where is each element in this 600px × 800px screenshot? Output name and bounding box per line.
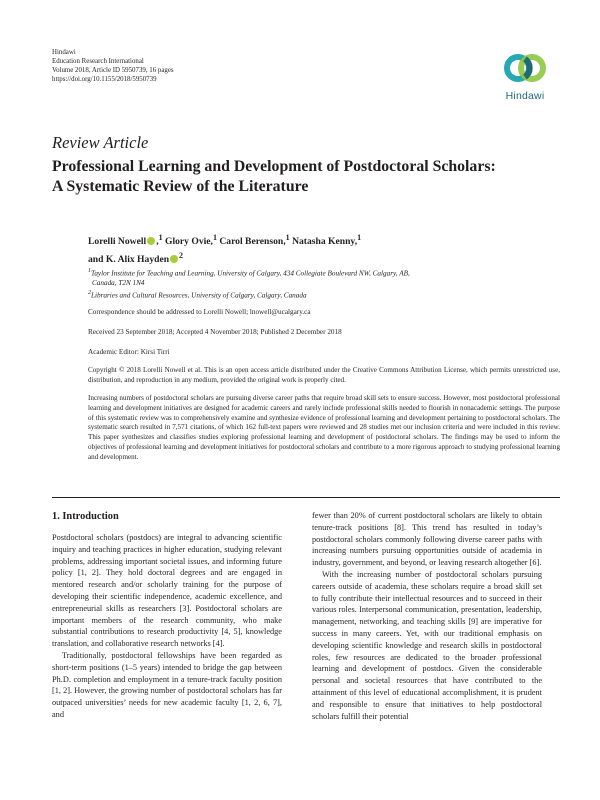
academic-editor: Academic Editor: Kirsi Tirri bbox=[88, 348, 170, 356]
affiliations bbox=[88, 266, 558, 301]
journal-header bbox=[52, 48, 272, 84]
publisher-name: Hindawi bbox=[52, 49, 76, 56]
author-name[interactable]: Lorelli Nowell bbox=[88, 236, 147, 248]
publication-dates: Received 23 September 2018; Accepted 4 November 2018; Published 2 December 2018 bbox=[88, 328, 342, 336]
author-line-2 bbox=[88, 249, 558, 267]
title-line-2: A Systematic Review of the Literature bbox=[52, 178, 309, 195]
body-paragraph: Postdoctoral scholars (postdocs) are integral to advancing scientific inquiry and teaching practices in higher education, studying relevant problems, addressing important societal issues, and informing future policy [1, 2]. They hold doctoral degrees and are engaged in mentored research and/or scholarly training for the purpose of developing their scientific independence, academic excellence, and entrepreneurial skills as researchers [3]. Postdoctoral scholars are important members of the research community, who make substantial contributions to research productivity [4, 5], knowledge translation, and collaborative research networks [4]. bbox=[52, 533, 282, 649]
affiliation-2 bbox=[88, 288, 558, 300]
divider bbox=[52, 497, 560, 498]
title-line-1: Professional Learning and Development of Postdoctoral Scholars: bbox=[52, 158, 496, 175]
orcid-icon[interactable] bbox=[170, 255, 178, 263]
section-heading: 1. Introduction bbox=[52, 511, 119, 522]
volume-info: Volume 2018, Article ID 5950739, 16 pages bbox=[52, 67, 174, 74]
correspondence: Correspondence should be addressed to Lorelli Nowell; lnowell@ucalgary.ca bbox=[88, 308, 311, 316]
doi-link[interactable]: https://doi.org/10.1155/2018/5950739 bbox=[52, 76, 157, 83]
affiliation-1 bbox=[88, 266, 558, 278]
affiliation-sup: 1 bbox=[88, 268, 91, 274]
body-paragraph: With the increasing number of postdoctoral scholars pursuing careers outside of academia, these scholars require a broad skill set to fully contribute their intellectual resources and to succeed in their various roles. Interpersonal communication, presentation, leadership, management, networking, and teaching skills [9] are imperative for success in many careers. Yet, with our traditional emphasis on developing scientific knowledge and research skills in postdoctoral roles, few resources are dedicated to the broader professional learning and development of postdocs. Given the considerable personal and societal resources that have contributed to the attainment of this level of educational accomplishment, it is prudent and responsible to ensure that initiatives to help postdoctoral scholars fulfill their potential bbox=[312, 569, 542, 721]
body-paragraph: Traditionally, postdoctoral fellowships have been regarded as short-term positions (1–5 years) intended to bridge the gap between Ph.D. completion and employment in a tenure-track faculty position [1, 2]. However, the growing number of postdoctoral scholars has far outpaced universities’ needs for new academic faculty [1, 2, 6, 7], and bbox=[52, 650, 282, 719]
affiliation-sup: 2 bbox=[88, 290, 91, 297]
copyright-notice: Copyright © 2018 Lorelli Nowell et al. This is an open access article distributed under the Creative Commons Attribution License, which permits unrestricted use, distribution, and reproduction in any medium, provided the original work is properly cited. bbox=[88, 366, 560, 384]
author-line-1: Lorelli Nowell ,$^1$ Glory Ovie,$^1$ Carol Berenson,$^1$ Natasha Kenny,$^1$ bbox=[88, 233, 362, 248]
orcid-icon[interactable] bbox=[147, 237, 155, 245]
author-affil-sup: 1 bbox=[285, 233, 290, 242]
author-name[interactable]: Natasha Kenny, bbox=[292, 236, 358, 248]
logo-wordmark: Hindawi bbox=[505, 90, 545, 102]
body-paragraph: fewer than 20% of current postdoctoral scholars are likely to obtain tenure-track positions [8]. This trend has resulted in today’s postdoctoral scholars commonly following diverse career paths with increasing numbers pursuing opportunities outside of academia in industry, government, and beyond, or leaving research altogether [6]. bbox=[312, 511, 542, 568]
author-name[interactable]: Glory Ovie, bbox=[165, 236, 213, 248]
affiliation-1-cont: Canada, T2N 1N4 bbox=[92, 279, 145, 288]
author-affil-sup: 1 bbox=[158, 233, 163, 242]
author-affil-sup: 1 bbox=[212, 233, 217, 242]
affiliation-text: Taylor Institute for Teaching and Learning, University of Calgary, 434 Collegiate Boulevard NW, Calgary, AB, bbox=[91, 269, 410, 278]
article-title bbox=[52, 157, 572, 197]
author-affil-sup: 1 bbox=[357, 233, 362, 242]
author-list bbox=[88, 231, 558, 267]
author-name[interactable]: K. Alix Hayden bbox=[105, 254, 170, 266]
article-type: Review Article bbox=[52, 133, 149, 152]
body-column-right bbox=[312, 510, 542, 722]
author-name[interactable]: Carol Berenson, bbox=[219, 236, 286, 248]
abstract: Increasing numbers of postdoctoral scholars are pursuing diverse career paths that require broad skill sets to ensure success. However, most postdoctoral professional learning and development initiatives are designed for academic careers and rarely include professional skills needed to flourish in nonacademic settings. The purpose of this systematic review was to comprehensively examine and synthesize evidence of professional learning and development pertaining to postdoctoral scholars. The systematic search resulted in 7,571 citations, of which 162 full-text papers were reviewed and 28 studies met our inclusion criteria and were included in this review. This paper synthesizes and classifies studies exploring professional learning and development of postdoctoral scholars. The findings may be used to inform the objectives of professional learning and development initiatives for postdoctoral scholars and contribute to a more rigorous approach to studying professional learning and development. bbox=[88, 394, 560, 461]
body-column-left bbox=[52, 510, 282, 721]
affiliation-text: Libraries and Cultural Resources, University of Calgary, Calgary, Canada bbox=[91, 291, 307, 300]
journal-name: Education Research International bbox=[52, 58, 144, 65]
author-affil-sup: 2 bbox=[179, 251, 184, 261]
author-conjunction: and bbox=[88, 254, 104, 266]
